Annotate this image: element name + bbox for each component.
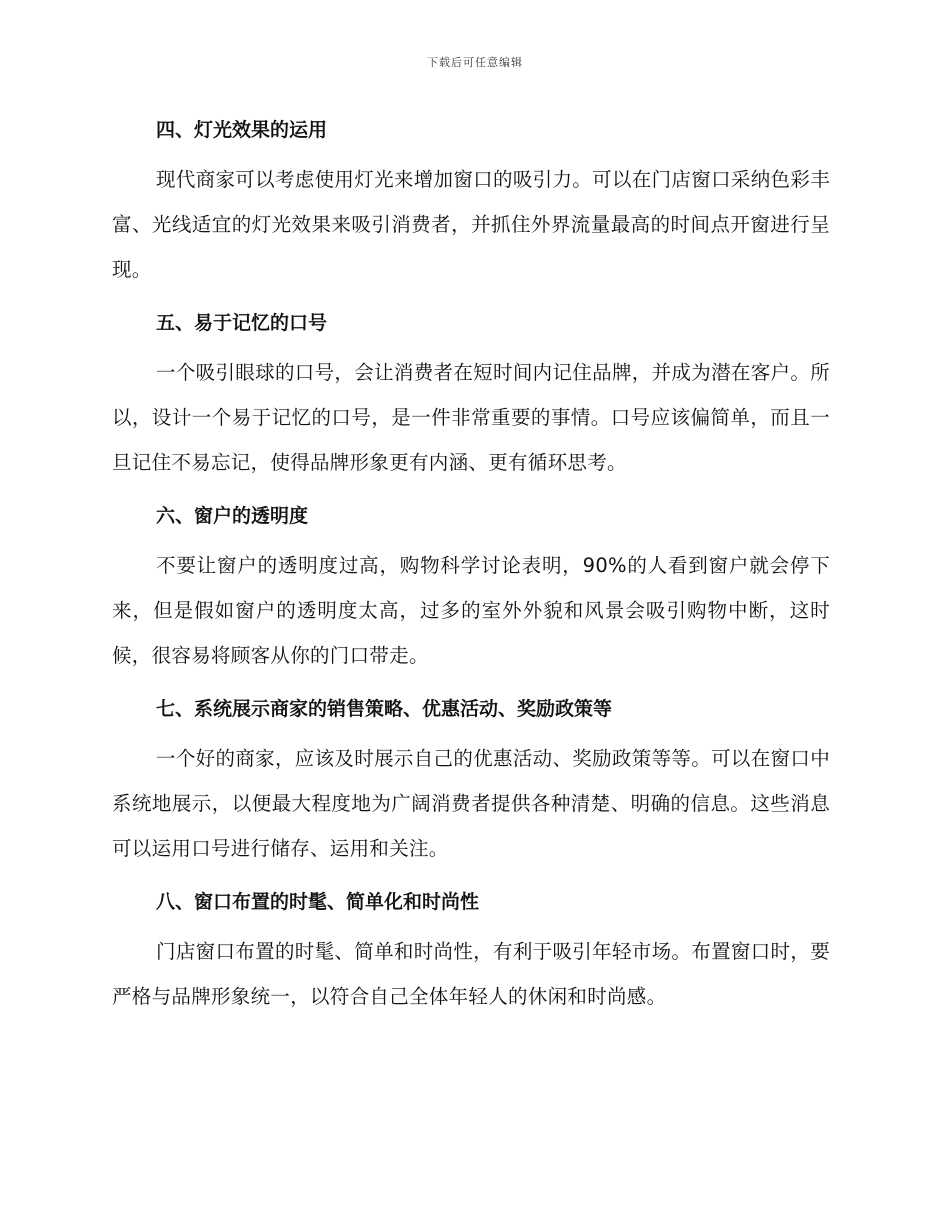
document-body [112, 108, 830, 1028]
section-heading: 四、灯光效果的运用 [156, 119, 328, 141]
section-paragraph: 不要让窗户的透明度过高，购物科学讨论表明，90%的人看到窗户就会停下来，但是假如窗户的透明度太高，过多的室外外貌和风景会吸引购物中断，这时候，很容易将顾客从你的门口带走。 [112, 554, 830, 667]
section-window-style [112, 880, 830, 1019]
section-paragraph: 门店窗口布置的时髦、简单和时尚性，有利于吸引年轻市场。布置窗口时，要严格与品牌形象统一，以符合自己全体年轻人的休闲和时尚感。 [112, 940, 830, 1008]
section-paragraph: 一个吸引眼球的口号，会让消费者在短时间内记住品牌，并成为潜在客户。所以，设计一个易于记忆的口号，是一件非常重要的事情。口号应该偏简单，而且一旦记住不易忘记，使得品牌形象更有内涵、更有循环思考。 [112, 361, 830, 474]
section-lighting [112, 108, 830, 292]
section-heading: 七、系统展示商家的销售策略、优惠活动、奖励政策等 [156, 698, 613, 720]
section-transparency [112, 494, 830, 678]
section-promotion-display [112, 687, 830, 871]
section-heading: 六、窗户的透明度 [156, 505, 309, 527]
section-paragraph: 现代商家可以考虑使用灯光来增加窗口的吸引力。可以在门店窗口采纳色彩丰富、光线适宜的灯光效果来吸引消费者，并抓住外界流量最高的时间点开窗进行呈现。 [112, 168, 830, 281]
section-paragraph: 一个好的商家，应该及时展示自己的优惠活动、奖励政策等等。可以在窗口中系统地展示，以便最大程度地为广阔消费者提供各种清楚、明确的信息。这些消息可以运用口号进行储存、运用和关注。 [112, 747, 830, 860]
page-header: 下载后可任意编辑 [427, 56, 523, 69]
section-slogan [112, 301, 830, 485]
section-heading: 五、易于记忆的口号 [156, 312, 328, 334]
section-heading: 八、窗口布置的时髦、简单化和时尚性 [156, 891, 480, 913]
